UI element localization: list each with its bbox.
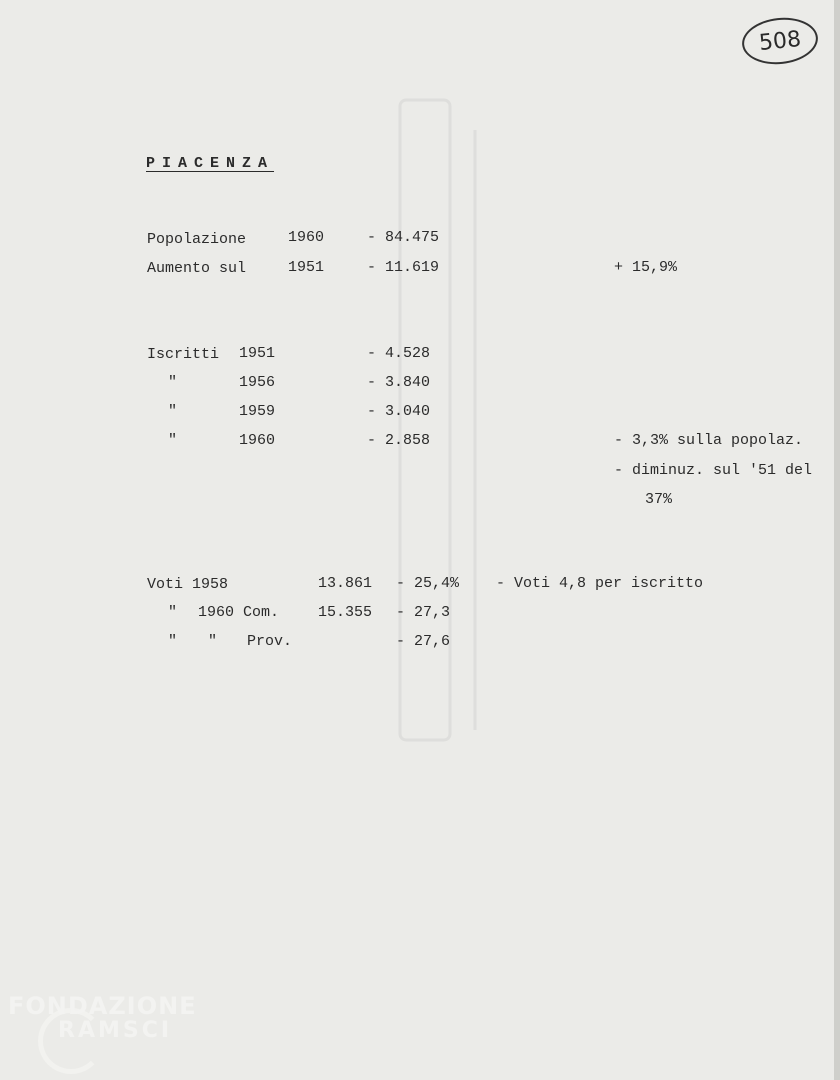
- members-year-1959: 1959: [239, 403, 276, 420]
- page-number: 508: [757, 26, 803, 56]
- page-number-stamp: [740, 14, 820, 68]
- members-note-ratio: - 3,3% sulla popolaz.: [614, 432, 804, 449]
- increase-label: Aumento sul: [147, 260, 247, 277]
- votes-1960-com-pct: - 27,3: [396, 604, 451, 621]
- members-value-1951: - 4.528: [367, 345, 431, 362]
- ditto-mark: ": [168, 374, 178, 391]
- votes-per-member-note: - Voti 4,8 per iscritto: [496, 575, 704, 592]
- members-year-1960: 1960: [239, 432, 276, 449]
- members-value-1956: - 3.840: [367, 374, 431, 391]
- population-value: - 84.475: [367, 229, 440, 246]
- members-value-1959: - 3.040: [367, 403, 431, 420]
- page-title: PIACENZA: [146, 155, 275, 172]
- members-year-1951: 1951: [239, 345, 276, 362]
- paper-watermark: [380, 90, 520, 750]
- increase-year: 1951: [288, 259, 325, 276]
- scan-edge: [834, 0, 840, 1080]
- increase-value: - 11.619: [367, 259, 440, 276]
- fondazione-gramsci-logo: [8, 990, 208, 1070]
- votes-prov-pct: - 27,6: [396, 633, 451, 650]
- ditto-mark: ": [168, 403, 178, 420]
- members-note-percent: 37%: [645, 491, 673, 508]
- members-note-decrease: - diminuz. sul '51 del: [614, 462, 813, 479]
- logo-line1: FONDAZIONE: [8, 992, 197, 1020]
- increase-percent: + 15,9%: [614, 259, 678, 276]
- ditto-mark: ": [168, 633, 178, 650]
- votes-1960-com-count: 15.355: [318, 604, 373, 621]
- members-year-1956: 1956: [239, 374, 276, 391]
- votes-prov-label: Prov.: [247, 633, 293, 650]
- population-label: Popolazione: [147, 231, 247, 248]
- ditto-mark: ": [208, 633, 218, 650]
- votes-1958-pct: - 25,4%: [396, 575, 460, 592]
- members-label: Iscritti: [147, 346, 220, 363]
- population-year: 1960: [288, 229, 325, 246]
- votes-1960-com-label: 1960 Com.: [198, 604, 280, 621]
- logo-line2: RAMSCI: [58, 1018, 173, 1043]
- ditto-mark: ": [168, 432, 178, 449]
- ditto-mark: ": [168, 604, 178, 621]
- votes-1958-count: 13.861: [318, 575, 373, 592]
- members-value-1960: - 2.858: [367, 432, 431, 449]
- votes-1958-label: Voti 1958: [147, 576, 229, 593]
